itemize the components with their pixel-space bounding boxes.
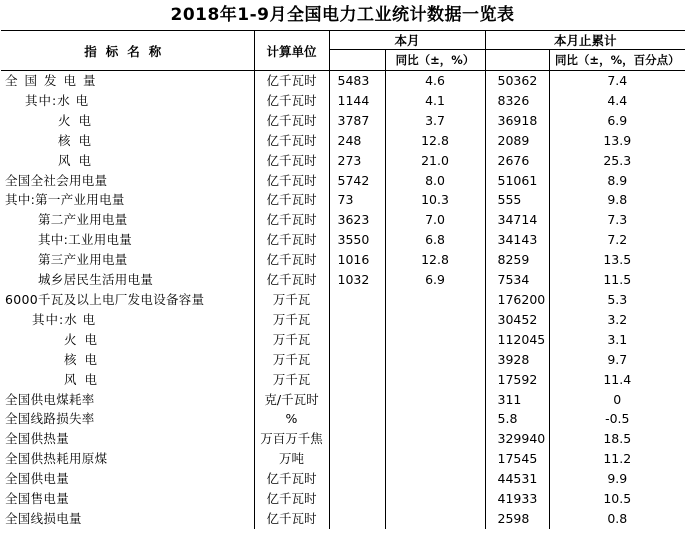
header-cumulative: 本月止累计 — [485, 31, 685, 50]
cum-value: 8259 — [485, 250, 549, 270]
row-label: 风 电 — [1, 151, 254, 171]
row-unit: 亿千瓦时 — [254, 250, 329, 270]
row-unit: 万千瓦 — [254, 370, 329, 390]
month-yoy: 10.3 — [385, 190, 485, 210]
table-row — [1, 270, 685, 290]
table-row — [1, 390, 685, 410]
month-value: 1016 — [329, 250, 385, 270]
row-label: 核 电 — [1, 131, 254, 151]
month-value — [329, 290, 385, 310]
row-label: 火 电 — [1, 330, 254, 350]
cum-yoy: 3.1 — [607, 331, 628, 347]
cum-yoy: 4.4 — [607, 92, 628, 108]
cum-value: 30452 — [485, 310, 549, 330]
cum-value: 8326 — [485, 91, 549, 111]
cum-yoy: 9.8 — [607, 192, 628, 208]
month-yoy: 4.6 — [385, 71, 485, 91]
cum-yoy: 7.3 — [607, 212, 628, 228]
cum-yoy: 8.9 — [607, 172, 628, 188]
cum-value: 44531 — [485, 469, 549, 489]
cum-yoy: 11.4 — [603, 371, 632, 387]
cum-yoy: 0 — [613, 391, 622, 407]
row-label: 城乡居民生活用电量 — [1, 270, 254, 290]
row-label: 火 电 — [1, 111, 254, 131]
row-label: 全国售电量 — [1, 489, 254, 509]
cum-value: 17545 — [485, 449, 549, 469]
month-value: 5483 — [329, 71, 385, 91]
cum-yoy: 18.5 — [603, 431, 632, 447]
cum-value: 5.8 — [485, 409, 549, 429]
month-value: 3787 — [329, 111, 385, 131]
cum-yoy: 3.2 — [607, 311, 628, 327]
month-value: 73 — [329, 190, 385, 210]
table-row — [1, 91, 685, 111]
row-unit: 万吨 — [254, 449, 329, 469]
month-value — [329, 350, 385, 370]
page-title: 2018年1-9月全国电力工业统计数据一览表 — [170, 5, 515, 25]
header-month-value — [329, 50, 385, 71]
month-yoy: 12.8 — [385, 250, 485, 270]
row-label: 全国全社会用电量 — [1, 171, 254, 191]
month-value — [329, 429, 385, 449]
cum-yoy: 6.9 — [607, 112, 628, 128]
cum-yoy: 0.8 — [607, 510, 628, 526]
month-value: 3550 — [329, 230, 385, 250]
row-label: 第三产业用电量 — [1, 250, 254, 270]
row-label: 全国供热量 — [1, 429, 254, 449]
table-row — [1, 429, 685, 449]
table-row — [1, 469, 685, 489]
month-yoy — [385, 290, 485, 310]
row-unit: 亿千瓦时 — [254, 509, 329, 529]
row-label: 核 电 — [1, 350, 254, 370]
table-row — [1, 409, 685, 429]
cum-value: 7534 — [485, 270, 549, 290]
row-label: 全国供电量 — [1, 469, 254, 489]
header-unit: 计算单位 — [254, 31, 329, 71]
month-yoy — [385, 449, 485, 469]
month-value — [329, 370, 385, 390]
cum-yoy: 25.3 — [603, 152, 632, 168]
row-label: 第二产业用电量 — [1, 210, 254, 230]
month-value — [329, 390, 385, 410]
table-row — [1, 250, 685, 270]
cum-value: 2598 — [485, 509, 549, 529]
month-yoy — [385, 489, 485, 509]
cum-value: 112045 — [485, 330, 549, 350]
month-value — [329, 489, 385, 509]
cum-value: 36918 — [485, 111, 549, 131]
month-value: 1032 — [329, 270, 385, 290]
cum-value: 2089 — [485, 131, 549, 151]
table-row — [1, 310, 685, 330]
month-value — [329, 449, 385, 469]
month-value: 3623 — [329, 210, 385, 230]
cum-value: 555 — [485, 190, 549, 210]
row-unit: 亿千瓦时 — [254, 131, 329, 151]
table-row — [1, 71, 685, 91]
month-yoy — [385, 350, 485, 370]
statistics-table — [1, 30, 685, 529]
cum-yoy: 13.5 — [603, 252, 632, 268]
table-row — [1, 449, 685, 469]
cum-yoy: 7.2 — [607, 232, 628, 248]
row-unit: 万千瓦 — [254, 310, 329, 330]
cum-value: 34143 — [485, 230, 549, 250]
month-yoy: 21.0 — [385, 151, 485, 171]
table-row — [1, 171, 685, 191]
row-unit: 万百万千焦 — [254, 429, 329, 449]
row-label: 全国线损电量 — [1, 509, 254, 529]
row-unit: 亿千瓦时 — [254, 230, 329, 250]
row-label: 其中:第一产业用电量 — [1, 190, 254, 210]
month-value: 248 — [329, 131, 385, 151]
row-label: 其中:工业用电量 — [1, 230, 254, 250]
month-value — [329, 409, 385, 429]
row-label: 其中:水 电 — [1, 310, 254, 330]
cum-yoy: 5.3 — [607, 291, 628, 307]
table-row — [1, 190, 685, 210]
month-yoy — [385, 429, 485, 449]
table-row — [1, 111, 685, 131]
cum-value: 51061 — [485, 171, 549, 191]
header-cum-yoy: 同比（±，%，百分点） — [549, 50, 685, 71]
month-yoy: 6.9 — [385, 270, 485, 290]
cum-yoy: 13.9 — [603, 132, 632, 148]
month-value — [329, 310, 385, 330]
row-unit: 亿千瓦时 — [254, 469, 329, 489]
row-label: 风 电 — [1, 370, 254, 390]
header-indicator-name: 指标名称 — [1, 31, 254, 71]
month-value: 273 — [329, 151, 385, 171]
row-unit: 亿千瓦时 — [254, 190, 329, 210]
month-yoy — [385, 390, 485, 410]
cum-value: 311 — [485, 390, 549, 410]
table-row — [1, 131, 685, 151]
month-yoy: 6.8 — [385, 230, 485, 250]
header-current-month: 本月 — [329, 31, 485, 50]
cum-yoy: 9.9 — [607, 471, 628, 487]
month-yoy — [385, 509, 485, 529]
row-unit: 亿千瓦时 — [254, 151, 329, 171]
table-row — [1, 330, 685, 350]
row-label: 6000千瓦及以上电厂发电设备容量 — [1, 290, 254, 310]
row-label: 其中:水 电 — [1, 91, 254, 111]
month-yoy — [385, 310, 485, 330]
month-yoy: 8.0 — [385, 171, 485, 191]
row-label: 全国发电量 — [1, 71, 254, 91]
header-cum-value — [485, 50, 549, 71]
row-unit: 万千瓦 — [254, 290, 329, 310]
row-unit: % — [254, 409, 329, 429]
row-unit: 亿千瓦时 — [254, 171, 329, 191]
row-unit: 亿千瓦时 — [254, 91, 329, 111]
cum-yoy: 10.5 — [603, 491, 632, 507]
row-unit: 亿千瓦时 — [254, 111, 329, 131]
table-row — [1, 489, 685, 509]
cum-value: 2676 — [485, 151, 549, 171]
cum-value: 41933 — [485, 489, 549, 509]
row-label: 全国线路损失率 — [1, 409, 254, 429]
cum-value: 329940 — [485, 429, 549, 449]
month-value: 5742 — [329, 171, 385, 191]
month-yoy: 12.8 — [385, 131, 485, 151]
month-value: 1144 — [329, 91, 385, 111]
month-value — [329, 469, 385, 489]
month-yoy: 7.0 — [385, 210, 485, 230]
table-row — [1, 350, 685, 370]
cum-value: 3928 — [485, 350, 549, 370]
month-yoy — [385, 409, 485, 429]
header-month-yoy: 同比（±，%） — [385, 50, 485, 71]
table-row — [1, 210, 685, 230]
cum-yoy: 11.5 — [603, 272, 632, 288]
cum-value: 34714 — [485, 210, 549, 230]
row-unit: 亿千瓦时 — [254, 210, 329, 230]
row-unit: 克/千瓦时 — [254, 390, 329, 410]
table-row — [1, 370, 685, 390]
cum-value: 17592 — [485, 370, 549, 390]
month-value — [329, 330, 385, 350]
row-unit: 亿千瓦时 — [254, 270, 329, 290]
row-label: 全国供电煤耗率 — [1, 390, 254, 410]
row-unit: 万千瓦 — [254, 350, 329, 370]
cum-yoy: -0.5 — [605, 411, 630, 427]
row-label: 全国供热耗用原煤 — [1, 449, 254, 469]
month-yoy — [385, 370, 485, 390]
table-row — [1, 509, 685, 529]
month-yoy — [385, 330, 485, 350]
month-yoy: 4.1 — [385, 91, 485, 111]
month-yoy — [385, 469, 485, 489]
cum-yoy: 7.4 — [607, 73, 628, 88]
month-value — [329, 509, 385, 529]
cum-yoy: 9.7 — [607, 351, 628, 367]
month-yoy: 3.7 — [385, 111, 485, 131]
table-row — [1, 230, 685, 250]
table-row — [1, 290, 685, 310]
cum-value: 50362 — [485, 71, 549, 91]
row-unit: 万千瓦 — [254, 330, 329, 350]
row-unit: 亿千瓦时 — [254, 71, 329, 91]
row-unit: 亿千瓦时 — [254, 489, 329, 509]
cum-yoy: 11.2 — [603, 451, 632, 467]
table-row — [1, 151, 685, 171]
cum-value: 176200 — [485, 290, 549, 310]
